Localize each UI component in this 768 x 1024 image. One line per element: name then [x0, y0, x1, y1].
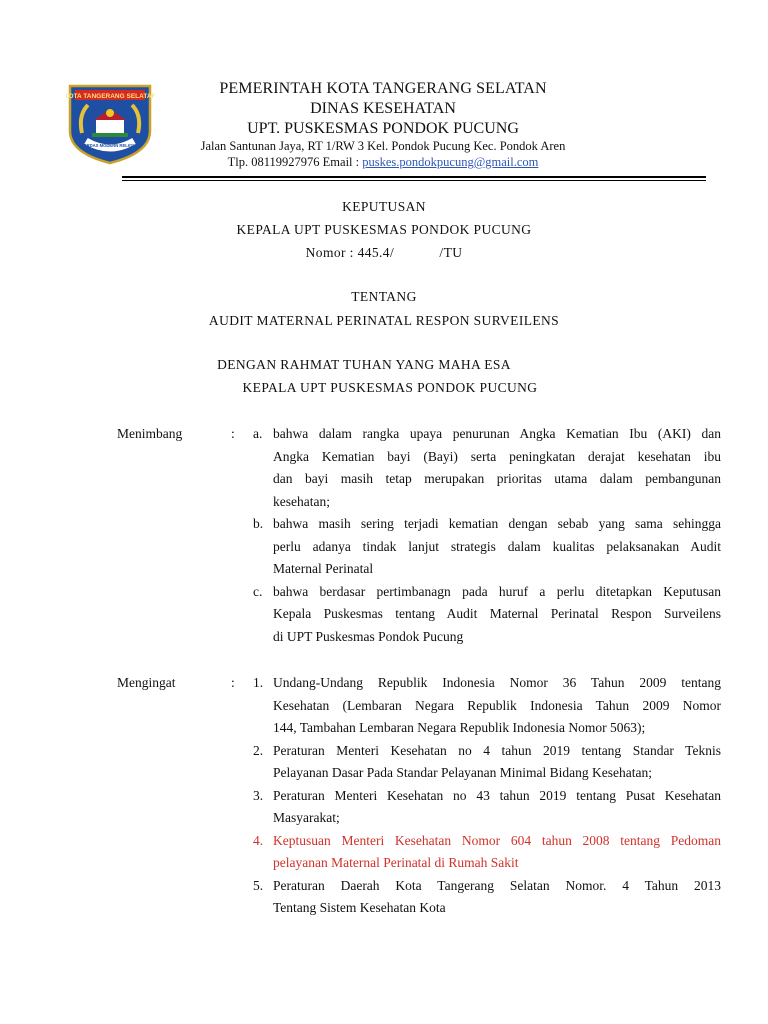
logo-bottom-text: CERDAS MODERN RELIGIUS — [80, 143, 140, 148]
city-emblem-logo — [66, 83, 154, 165]
menimbang-marker: b. — [253, 516, 264, 531]
header-rule-thick — [122, 176, 706, 178]
menimbang-item-line: Kepala Puskesmas tentang Audit Maternal Perinatal Respon Surveilens — [273, 606, 721, 621]
mengingat-item — [273, 830, 721, 875]
mengingat-marker: 5. — [253, 877, 264, 893]
menimbang-item — [273, 581, 721, 649]
section-colon: : — [231, 675, 235, 690]
header-puskesmas: UPT. PUSKESMAS PONDOK PUCUNG — [247, 120, 519, 137]
title-kepala-2: KEPALA UPT PUSKESMAS PONDOK PUCUNG — [242, 380, 538, 395]
mengingat-marker: 3. — [253, 787, 264, 803]
section-label-mengingat: Mengingat — [117, 675, 176, 690]
title-rahmat: DENGAN RAHMAT TUHAN YANG MAHA ESA — [217, 357, 511, 372]
header-rule-thin — [122, 180, 706, 181]
mengingat-item — [273, 740, 721, 785]
logo-top-text: KOTA TANGERANG SELATAN — [66, 93, 154, 100]
menimbang-item-line: kesehatan; — [273, 493, 330, 509]
menimbang-item — [273, 423, 721, 513]
mengingat-item-line: Masyarakat; — [273, 810, 340, 825]
menimbang-item-line: bahwa berdasar pertimbanagn pada huruf a perlu ditetapkan Keputusan — [273, 583, 721, 599]
mengingat-item-line: Kesehatan (Lembaran Negara Republik Indonesia Tahun 2009 Nomor — [273, 697, 721, 713]
menimbang-item-line: Angka Kematian bayi (Bayi) serta peningkatan derajat kesehatan ibu — [273, 448, 721, 464]
menimbang-item-line: bahwa dalam rangka upaya penurunan Angka Kematian Ibu (AKI) dan — [273, 426, 721, 441]
header-address: Jalan Santunan Jaya, RT 1/RW 3 Kel. Pondok Pucung Kec. Pondok Aren — [200, 139, 566, 153]
title-kepala: KEPALA UPT PUSKESMAS PONDOK PUCUNG — [236, 222, 532, 237]
title-subject: AUDIT MATERNAL PERINATAL RESPON SURVEILENS — [208, 313, 560, 328]
header-contact — [150, 155, 616, 170]
mengingat-item — [273, 785, 721, 830]
header-government: PEMERINTAH KOTA TANGERANG SELATAN — [219, 80, 547, 97]
title-nomor: Nomor : 445.4/ /TU — [305, 245, 463, 260]
menimbang-item-line: di UPT Puskesmas Pondok Pucung — [273, 628, 464, 644]
mengingat-item-line: pelayanan Maternal Perinatal di Rumah Sakit — [273, 855, 519, 870]
menimbang-item-line: bahwa masih sering terjadi kematian dengan sebab yang sama sehingga — [273, 516, 721, 531]
header-department: DINAS KESEHATAN — [310, 100, 456, 117]
menimbang-item-line: perlu adanya tindak lanjut strategis dalam kualitas pelaksanakan Audit — [273, 538, 721, 554]
title-tentang: TENTANG — [351, 289, 417, 304]
menimbang-marker: c. — [253, 583, 263, 599]
menimbang-marker: a. — [253, 426, 263, 441]
mengingat-item-line: 144, Tambahan Lembaran Negara Republik Indonesia Nomor 5063); — [273, 720, 646, 735]
mengingat-item — [273, 672, 721, 740]
mengingat-marker: 2. — [253, 742, 264, 758]
mengingat-item — [273, 875, 721, 920]
mengingat-marker: 4. — [253, 832, 264, 848]
email-link[interactable]: puskes.pondokpucung@gmail.com — [362, 155, 539, 169]
mengingat-item-line: Undang-Undang Republik Indonesia Nomor 36 Tahun 2009 tentang — [273, 675, 721, 690]
menimbang-item-line: Maternal Perinatal — [273, 561, 374, 576]
mengingat-item-line: Peraturan Menteri Kesehatan no 4 tahun 2019 tentang Standar Teknis — [273, 742, 721, 758]
mengingat-item-line: Tentang Sistem Kesehatan Kota — [273, 900, 446, 915]
menimbang-item-line: dan bayi masih tetap merupakan prioritas utama dalam pembangunan — [273, 471, 721, 486]
mengingat-item-line: Keptusuan Menteri Kesehatan Nomor 604 tahun 2008 tentang Pedoman — [273, 832, 721, 848]
phone-text: Tlp. 08119927976 Email : — [227, 155, 363, 169]
mengingat-item-line: Peraturan Menteri Kesehatan no 43 tahun 2019 tentang Pusat Kesehatan — [273, 787, 721, 803]
title-keputusan: KEPUTUSAN — [342, 199, 426, 214]
section-colon: : — [231, 426, 235, 441]
menimbang-item — [273, 513, 721, 581]
mengingat-item-line: Pelayanan Dasar Pada Standar Pelayanan Minimal Bidang Kesehatan; — [273, 765, 653, 780]
mengingat-marker: 1. — [253, 675, 264, 690]
section-label-menimbang: Menimbang — [117, 426, 183, 441]
mengingat-item-line: Peraturan Daerah Kota Tangerang Selatan Nomor. 4 Tahun 2013 — [273, 877, 721, 893]
